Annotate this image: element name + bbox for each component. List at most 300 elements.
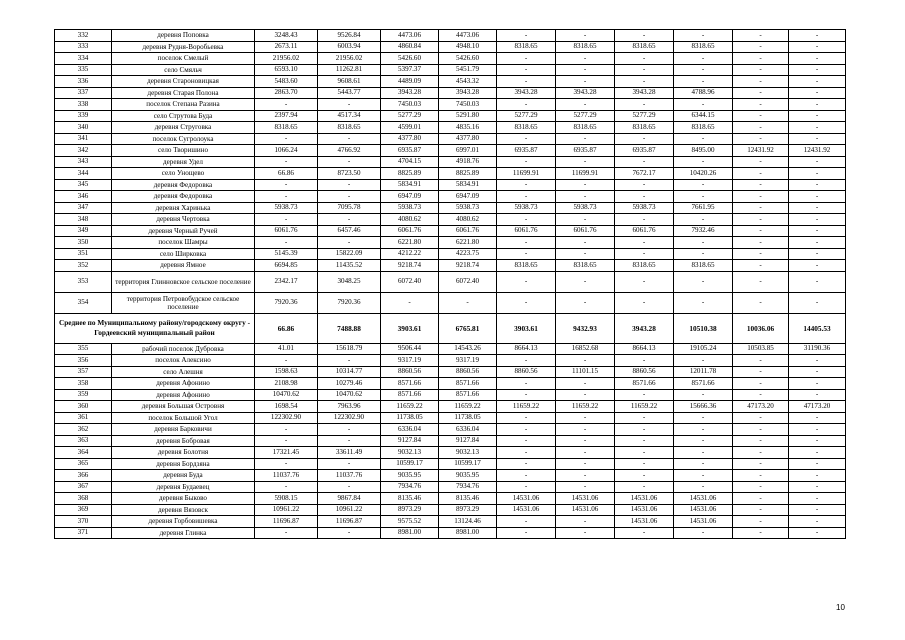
row-number-cell: 343 (55, 156, 112, 168)
table-row (55, 53, 846, 65)
value-cell: 8318.65 (674, 260, 733, 272)
value-cell: 5938.73 (255, 202, 318, 214)
value-cell: 47173.20 (733, 401, 789, 413)
value-cell: - (733, 214, 789, 226)
value-cell: 8973.29 (381, 504, 439, 516)
value-cell: 10420.26 (674, 168, 733, 180)
value-cell: 8318.65 (556, 122, 615, 134)
value-cell: - (497, 292, 556, 313)
value-cell: 14531.06 (497, 493, 556, 505)
value-cell: - (789, 493, 846, 505)
value-cell: 8860.56 (615, 366, 674, 378)
row-number-cell: 365 (55, 458, 112, 470)
settlement-name-cell: деревня Большая Островня (112, 401, 255, 413)
value-cell: 8571.66 (381, 378, 439, 390)
value-cell: 6457.46 (318, 225, 381, 237)
value-cell: - (733, 493, 789, 505)
table-row (55, 225, 846, 237)
value-cell: 2863.70 (255, 87, 318, 99)
value-cell: 10599.17 (381, 458, 439, 470)
table-row (55, 41, 846, 53)
value-cell: 11037.76 (255, 470, 318, 482)
value-cell: 6694.85 (255, 260, 318, 272)
value-cell: 2108.98 (255, 378, 318, 390)
value-cell: - (674, 30, 733, 42)
table-row (55, 435, 846, 447)
value-cell: - (789, 504, 846, 516)
value-cell: 5426.60 (381, 53, 439, 65)
value-cell: 4918.76 (439, 156, 497, 168)
value-cell: 7450.03 (439, 99, 497, 111)
table-row (55, 343, 846, 355)
value-cell: 6003.94 (318, 41, 381, 53)
value-cell: - (497, 378, 556, 390)
value-cell: 8825.89 (439, 168, 497, 180)
value-cell: - (789, 225, 846, 237)
value-cell: - (615, 191, 674, 203)
value-cell: - (255, 156, 318, 168)
table-row (55, 87, 846, 99)
table-row (55, 179, 846, 191)
value-cell: 11435.52 (318, 260, 381, 272)
value-cell: - (733, 156, 789, 168)
value-cell: - (439, 292, 497, 313)
table-row (55, 458, 846, 470)
value-cell: - (674, 156, 733, 168)
settlement-name-cell: деревня Глинка (112, 527, 255, 539)
settlement-name-cell: деревня Старая Полона (112, 87, 255, 99)
value-cell: - (733, 516, 789, 528)
value-cell: - (318, 435, 381, 447)
row-number-cell: 333 (55, 41, 112, 53)
value-cell: 5834.91 (439, 179, 497, 191)
value-cell: - (789, 133, 846, 145)
value-cell: - (615, 156, 674, 168)
value-cell: 13124.46 (439, 516, 497, 528)
value-cell: 8825.89 (381, 168, 439, 180)
row-number-cell: 337 (55, 87, 112, 99)
value-cell: 12431.92 (733, 145, 789, 157)
value-cell: - (615, 30, 674, 42)
value-cell: 14543.26 (439, 343, 497, 355)
table-row (55, 355, 846, 367)
value-cell: 8571.66 (439, 378, 497, 390)
value-cell: 4517.34 (318, 110, 381, 122)
value-cell: - (789, 53, 846, 65)
value-cell: - (674, 64, 733, 76)
row-number-cell: 349 (55, 225, 112, 237)
value-cell: - (733, 53, 789, 65)
value-cell: 9506.44 (381, 343, 439, 355)
row-number-cell: 334 (55, 53, 112, 65)
row-number-cell: 350 (55, 237, 112, 249)
value-cell: - (556, 355, 615, 367)
row-number-cell: 359 (55, 389, 112, 401)
value-cell: - (615, 214, 674, 226)
value-cell: 8571.66 (615, 378, 674, 390)
value-cell: 9317.19 (381, 355, 439, 367)
value-cell: 3943.28 (381, 87, 439, 99)
value-cell: - (556, 292, 615, 313)
value-cell: - (789, 412, 846, 424)
row-number-cell: 369 (55, 504, 112, 516)
value-cell: - (733, 458, 789, 470)
value-cell: 14531.06 (674, 504, 733, 516)
value-cell: 10599.17 (439, 458, 497, 470)
value-cell: 66.86 (255, 168, 318, 180)
value-cell: 7934.76 (381, 481, 439, 493)
value-cell: 6061.76 (497, 225, 556, 237)
value-cell: - (733, 260, 789, 272)
value-cell: - (674, 179, 733, 191)
value-cell: 5277.29 (381, 110, 439, 122)
value-cell: 11101.15 (556, 366, 615, 378)
table-row (55, 516, 846, 528)
row-number-cell: 370 (55, 516, 112, 528)
value-cell: 8981.00 (381, 527, 439, 539)
value-cell: - (789, 527, 846, 539)
table-row (55, 527, 846, 539)
value-cell: - (733, 424, 789, 436)
value-cell: - (615, 133, 674, 145)
value-cell: - (497, 179, 556, 191)
row-number-cell: 357 (55, 366, 112, 378)
value-cell: - (615, 527, 674, 539)
value-cell: - (556, 389, 615, 401)
value-cell: - (674, 214, 733, 226)
value-cell: - (733, 271, 789, 292)
value-cell: 6344.15 (674, 110, 733, 122)
value-cell: - (674, 424, 733, 436)
value-cell: 10470.62 (318, 389, 381, 401)
value-cell: - (497, 248, 556, 260)
value-cell: 11659.22 (556, 401, 615, 413)
value-cell: - (733, 435, 789, 447)
table-row (55, 99, 846, 111)
value-cell: - (556, 30, 615, 42)
value-cell: - (789, 355, 846, 367)
value-cell: 5938.73 (381, 202, 439, 214)
value-cell: - (789, 168, 846, 180)
value-cell: - (497, 458, 556, 470)
value-cell: - (733, 481, 789, 493)
value-cell: 9317.19 (439, 355, 497, 367)
table-row (55, 447, 846, 459)
value-cell: 4489.09 (381, 76, 439, 88)
table-row (55, 30, 846, 42)
value-cell: - (789, 378, 846, 390)
value-cell: 9526.84 (318, 30, 381, 42)
value-cell: 15822.09 (318, 248, 381, 260)
value-cell: - (674, 481, 733, 493)
table-row (55, 401, 846, 413)
value-cell: - (789, 424, 846, 436)
value-cell: 14531.06 (615, 493, 674, 505)
value-cell: 9608.61 (318, 76, 381, 88)
value-cell: - (255, 424, 318, 436)
row-number-cell: 367 (55, 481, 112, 493)
value-cell: - (556, 64, 615, 76)
value-cell: 41.01 (255, 343, 318, 355)
value-cell: 4788.96 (674, 87, 733, 99)
value-cell: 21956.02 (255, 53, 318, 65)
table-row (55, 504, 846, 516)
value-cell: 8318.65 (497, 41, 556, 53)
value-cell: - (497, 424, 556, 436)
row-number-cell: 353 (55, 271, 112, 292)
table-row (55, 412, 846, 424)
value-cell: - (674, 76, 733, 88)
value-cell: 31190.36 (789, 343, 846, 355)
value-cell: 6593.10 (255, 64, 318, 76)
settlement-name-cell: село Творишино (112, 145, 255, 157)
value-cell: 5443.77 (318, 87, 381, 99)
value-cell: 1598.63 (255, 366, 318, 378)
settlement-name-cell: деревня Болотня (112, 447, 255, 459)
table-row (55, 122, 846, 134)
value-cell: - (733, 122, 789, 134)
row-number-cell: 342 (55, 145, 112, 157)
value-cell: 6935.87 (497, 145, 556, 157)
value-cell: - (255, 214, 318, 226)
settlement-name-cell: деревня Струговка (112, 122, 255, 134)
value-cell: - (556, 470, 615, 482)
value-cell: - (733, 30, 789, 42)
value-cell: - (497, 133, 556, 145)
value-cell: 8664.13 (497, 343, 556, 355)
table-row (55, 493, 846, 505)
average-value-cell: 7488.88 (318, 313, 381, 343)
value-cell: 9127.84 (439, 435, 497, 447)
average-value-cell: 3903.61 (497, 313, 556, 343)
row-number-cell: 347 (55, 202, 112, 214)
settlement-name-cell: поселок Смелый (112, 53, 255, 65)
value-cell: 3943.28 (615, 87, 674, 99)
row-number-cell: 363 (55, 435, 112, 447)
value-cell: - (615, 424, 674, 436)
value-cell: 8135.46 (381, 493, 439, 505)
value-cell: - (497, 214, 556, 226)
value-cell: 11659.22 (497, 401, 556, 413)
value-cell: - (789, 516, 846, 528)
value-cell: 7920.36 (318, 292, 381, 313)
value-cell: 8860.56 (439, 366, 497, 378)
value-cell: 6336.04 (439, 424, 497, 436)
average-value-cell: 3903.61 (381, 313, 439, 343)
value-cell: 10961.22 (255, 504, 318, 516)
value-cell: - (615, 481, 674, 493)
value-cell: - (615, 53, 674, 65)
value-cell: 14531.06 (497, 504, 556, 516)
row-number-cell: 366 (55, 470, 112, 482)
value-cell: 11659.22 (381, 401, 439, 413)
value-cell: - (497, 271, 556, 292)
value-cell: - (789, 389, 846, 401)
table-row (55, 133, 846, 145)
value-cell: 4835.16 (439, 122, 497, 134)
value-cell: 8318.65 (674, 41, 733, 53)
row-number-cell: 332 (55, 30, 112, 42)
value-cell: 9867.84 (318, 493, 381, 505)
average-value-cell: 66.86 (255, 313, 318, 343)
value-cell: - (556, 237, 615, 249)
value-cell: - (674, 527, 733, 539)
value-cell: 11699.91 (556, 168, 615, 180)
settlement-name-cell: поселок Степана Разина (112, 99, 255, 111)
settlement-name-cell: село Алешня (112, 366, 255, 378)
value-cell: - (733, 179, 789, 191)
value-cell: 8495.00 (674, 145, 733, 157)
value-cell: 6061.76 (381, 225, 439, 237)
value-cell: - (733, 41, 789, 53)
table-row (55, 260, 846, 272)
value-cell: - (556, 435, 615, 447)
value-cell: 8318.65 (318, 122, 381, 134)
value-cell: - (733, 412, 789, 424)
value-cell: - (789, 191, 846, 203)
value-cell: - (789, 202, 846, 214)
settlement-name-cell: поселок Шамры (112, 237, 255, 249)
value-cell: - (789, 366, 846, 378)
value-cell: 4377.80 (439, 133, 497, 145)
value-cell: 8135.46 (439, 493, 497, 505)
value-cell: 5426.60 (439, 53, 497, 65)
value-cell: - (674, 248, 733, 260)
value-cell: 1698.54 (255, 401, 318, 413)
value-cell: - (318, 355, 381, 367)
value-cell: - (674, 191, 733, 203)
value-cell: - (789, 435, 846, 447)
value-cell: - (497, 156, 556, 168)
value-cell: - (789, 237, 846, 249)
settlement-name-cell: деревня Харинька (112, 202, 255, 214)
value-cell: 11037.76 (318, 470, 381, 482)
value-cell: - (789, 271, 846, 292)
value-cell: - (615, 271, 674, 292)
settlement-name-cell: село Струтова Буда (112, 110, 255, 122)
value-cell: - (556, 458, 615, 470)
value-cell: - (556, 447, 615, 459)
value-cell: - (789, 76, 846, 88)
value-cell: - (789, 156, 846, 168)
value-cell: - (497, 435, 556, 447)
value-cell: 10279.46 (318, 378, 381, 390)
value-cell: - (615, 458, 674, 470)
settlement-name-cell: деревня Староновицкая (112, 76, 255, 88)
value-cell: - (615, 389, 674, 401)
value-cell: - (497, 470, 556, 482)
value-cell: 8318.65 (497, 260, 556, 272)
value-cell: - (255, 99, 318, 111)
settlement-name-cell: деревня Поповка (112, 30, 255, 42)
value-cell: 9127.84 (381, 435, 439, 447)
value-cell: 4543.32 (439, 76, 497, 88)
settlement-name-cell: деревня Федоровка (112, 179, 255, 191)
row-number-cell: 351 (55, 248, 112, 260)
value-cell: - (674, 470, 733, 482)
value-cell: - (789, 248, 846, 260)
value-cell: 4766.92 (318, 145, 381, 157)
value-cell: - (318, 424, 381, 436)
value-cell: - (733, 527, 789, 539)
value-cell: - (318, 133, 381, 145)
value-cell: 5938.73 (497, 202, 556, 214)
row-number-cell: 336 (55, 76, 112, 88)
value-cell: - (615, 447, 674, 459)
value-cell: - (733, 76, 789, 88)
value-cell: - (733, 99, 789, 111)
value-cell: 14531.06 (556, 504, 615, 516)
settlement-name-cell: деревня Бордзяна (112, 458, 255, 470)
value-cell: - (318, 214, 381, 226)
value-cell: - (674, 292, 733, 313)
value-cell: 9032.13 (439, 447, 497, 459)
table-row (55, 248, 846, 260)
value-cell: 8318.65 (497, 122, 556, 134)
settlement-name-cell: деревня Афонино (112, 378, 255, 390)
value-cell: - (789, 470, 846, 482)
value-cell: - (318, 527, 381, 539)
value-cell: 8318.65 (674, 122, 733, 134)
row-number-cell: 352 (55, 260, 112, 272)
value-cell: 4223.75 (439, 248, 497, 260)
value-cell: - (497, 99, 556, 111)
value-cell: 4473.06 (439, 30, 497, 42)
value-cell: 11659.22 (439, 401, 497, 413)
value-cell: - (789, 41, 846, 53)
value-cell: 7934.76 (439, 481, 497, 493)
value-cell: - (556, 214, 615, 226)
row-number-cell: 364 (55, 447, 112, 459)
average-value-cell: 6765.81 (439, 313, 497, 343)
value-cell: 4473.06 (381, 30, 439, 42)
value-cell: 5291.80 (439, 110, 497, 122)
value-cell: 11696.87 (318, 516, 381, 528)
value-cell: 6997.01 (439, 145, 497, 157)
value-cell: - (674, 447, 733, 459)
table-row (55, 214, 846, 226)
value-cell: - (733, 378, 789, 390)
value-cell: - (556, 412, 615, 424)
row-number-cell: 361 (55, 412, 112, 424)
value-cell: 10503.85 (733, 343, 789, 355)
value-cell: - (497, 389, 556, 401)
settlement-name-cell: деревня Афонино (112, 389, 255, 401)
value-cell: - (789, 214, 846, 226)
average-value-cell: 10036.06 (733, 313, 789, 343)
value-cell: 3943.28 (439, 87, 497, 99)
value-cell: - (674, 412, 733, 424)
settlement-name-cell: деревня Чертовка (112, 214, 255, 226)
value-cell: 12431.92 (789, 145, 846, 157)
value-cell: 8860.56 (497, 366, 556, 378)
value-cell: 122302.90 (318, 412, 381, 424)
value-cell: - (733, 168, 789, 180)
value-cell: 11262.81 (318, 64, 381, 76)
settlement-name-cell: деревня Федоровка (112, 191, 255, 203)
settlement-name-cell: поселок Сугролоука (112, 133, 255, 145)
table-row (55, 366, 846, 378)
value-cell: - (497, 412, 556, 424)
value-cell: 122302.90 (255, 412, 318, 424)
value-cell: - (556, 133, 615, 145)
value-cell: 11659.22 (615, 401, 674, 413)
value-cell: - (255, 481, 318, 493)
value-cell: 6947.09 (439, 191, 497, 203)
value-cell: - (789, 292, 846, 313)
value-cell: 8664.13 (615, 343, 674, 355)
value-cell: 2342.17 (255, 271, 318, 292)
